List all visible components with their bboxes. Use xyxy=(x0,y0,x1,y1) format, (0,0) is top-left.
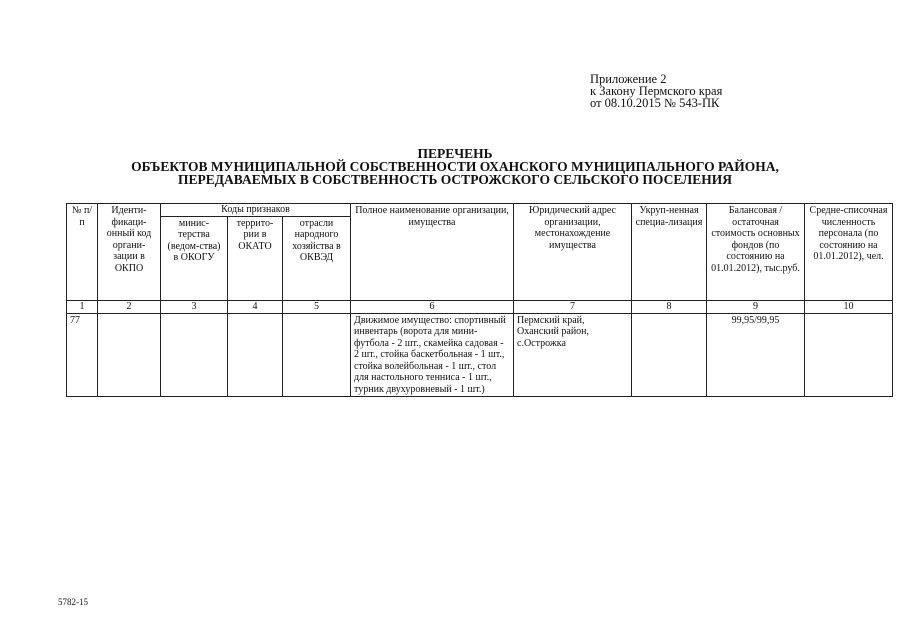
column-number: 2 xyxy=(98,300,161,313)
column-number: 3 xyxy=(161,300,228,313)
cell-balance: 99,95/99,95 xyxy=(707,313,805,397)
column-number: 5 xyxy=(283,300,351,313)
title-line-3: ПЕРЕДАВАЕМЫХ В СОБСТВЕННОСТЬ ОСТРОЖСКОГО СЕЛЬСКОГО ПОСЕЛЕНИЯ xyxy=(178,172,732,187)
table-row xyxy=(67,313,893,397)
column-number: 6 xyxy=(351,300,514,313)
column-number-row xyxy=(67,300,893,313)
column-number: 9 xyxy=(707,300,805,313)
column-number: 8 xyxy=(632,300,707,313)
header-okato: террито-рии в ОКАТО xyxy=(228,216,283,300)
appendix-line-2: к Закону Пермского края xyxy=(590,84,723,98)
footer-code: 5782-15 xyxy=(58,597,88,607)
cell-okpo xyxy=(98,313,161,397)
title-line-2: ОБЪЕКТОВ МУНИЦИПАЛЬНОЙ СОБСТВЕННОСТИ ОХАНСКОГО МУНИЦИПАЛЬНОГО РАЙОНА, xyxy=(131,159,779,174)
header-okpo: Иденти-фикаци-онный код органи-зации в ОКПО xyxy=(98,204,161,301)
header-okogu: минис-терства (ведом-ства) в ОКОГУ xyxy=(161,216,228,300)
cell-okato xyxy=(228,313,283,397)
appendix-block xyxy=(590,73,722,109)
cell-okved xyxy=(283,313,351,397)
column-number: 4 xyxy=(228,300,283,313)
cell-okogu xyxy=(161,313,228,397)
appendix-line-1: Приложение 2 xyxy=(590,72,667,86)
column-number: 7 xyxy=(514,300,632,313)
property-table xyxy=(66,203,893,397)
header-address: Юридический адрес организации, местонахождение имущества xyxy=(514,204,632,301)
cell-specialization xyxy=(632,313,707,397)
cell-address: Пермский край, Оханский район, с.Острожка xyxy=(514,313,632,397)
header-specialization: Укруп-ненная специа-лизация xyxy=(632,204,707,301)
header-num: № п/п xyxy=(67,204,98,301)
header-row-1 xyxy=(67,204,893,217)
title-line-1: ПЕРЕЧЕНЬ xyxy=(417,146,493,161)
header-balance: Балансовая / остаточная стоимость основных фондов (по состоянию на 01.01.2012), тыс.руб. xyxy=(707,204,805,301)
document-title xyxy=(60,147,850,186)
column-number: 10 xyxy=(805,300,893,313)
header-okved: отрасли народного хозяйства в ОКВЭД xyxy=(283,216,351,300)
appendix-line-3: от 08.10.2015 № 543-ПК xyxy=(590,96,720,110)
column-number: 1 xyxy=(67,300,98,313)
header-codes-group: Коды признаков xyxy=(161,204,351,217)
header-name: Полное наименование организации, имущества xyxy=(351,204,514,301)
cell-staff xyxy=(805,313,893,397)
header-staff: Средне-списочная численность персонала (по состоянию на 01.01.2012), чел. xyxy=(805,204,893,301)
cell-name: Движимое имущество: спортивный инвентарь (ворота для мини-футбола - 2 шт., скамейка садовая - 2 шт., стойка баскетбольная - 1 шт., стойка волейбольная - 1 шт., стол для настольного тенниса - 1 шт., турник двухуровневый - 1 шт.) xyxy=(351,313,514,397)
cell-num: 77 xyxy=(67,313,98,397)
